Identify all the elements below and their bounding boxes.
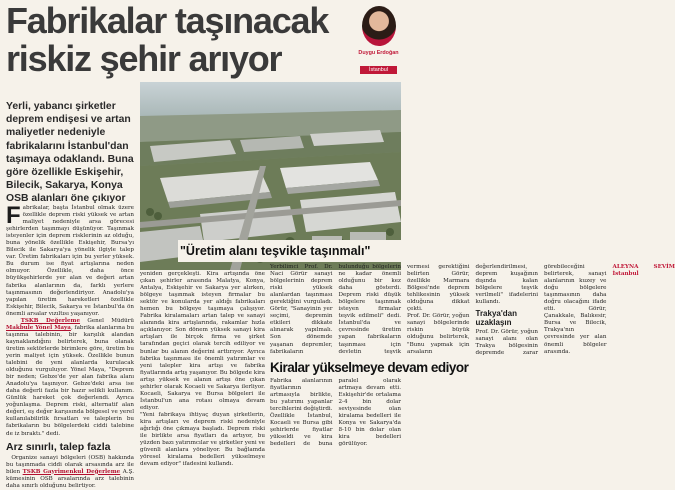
col1-text-3a: Organize sanayi bölgeleri (OSB) hakkında bu taşınmada ciddi olarak arsasında arz ile bilen xyxy=(6,455,134,475)
col1-paragraph-1 xyxy=(6,205,134,318)
subheading-supply: Arz sınırlı, talep fazla xyxy=(6,441,134,453)
col3-paragraph-1: Yerbilimci Prof. Dr. Naci Görür sanayi bölgelerinin deprem riski yüksek alanlardan taşınması gerektiğini vurguladı. Görür, "Sanayinin yer seçimi, depremin etkileri dikkate alınarak yapılmalı. Son dönemde yaşanan depremler, fabrikaların bulunduğu bölgelerin ne kadar önemli olduğunu bir kez daha gösterdi. Deprem riski düşük bölgelere taşınmak isteyen firmalar teşvik edilmeli" dedi. İstanbul'da ve çevresinde üretim yapan fabrikaların taşınması için devletin teşvik vermesi gerektiğini belirten Görür, özellikle Marmara Bölgesi'nde deprem tehlikesinin yüksek olduğuna dikkat çekti. xyxy=(270,264,470,358)
col3-paragraph-2: Prof. Dr. Görür, yoğun sanayi bölgelerinde riskin büyük olduğunu belirterek, "Bunu yapmak için arsaların değerlendirilmesi, deprem kuşağının dışında kalan bölgelere teşvik verilmeli" ifadelerini kullandı. xyxy=(407,264,538,358)
headline xyxy=(6,2,336,78)
lead-paragraph: Yerli, yabancı şirketler deprem endişesi ve artan maliyetler nedeniyle fabrikalarını İstanbul'dan taşımaya odaklandı. Buna göre özellikle Eskişehir, Bilecik, Sakarya, Konya OSB alanları öne çıkıyor xyxy=(6,100,136,206)
col1-text-1: abrikalar, başta İstanbul olmak üzere özellikle deprem riski yüksek ve artan maliyet nedeniyle arsa görecesi şehirlerden taşınmayı düşünüyor. Taşınmak isteyenler için deprem risklerinin az olduğu, buna yönelik özellikle Eskişehir, Bursa'yı Bilecik ile Sakarya'ya yönelik ilgiyle talep var. Üretim fabrikaları için bu yerler yüksek. Bu durum ise fiyat artışlarına neden olmuyor. Özellikle, daha önce büyükşehirlerde yer alan ve değeri artan fabrika alanlarının da, farklı yerlere taşınmasının değerlendiriyor. Anadolu'ya yapılan üretim hareketleri özellikle Eskişehir, Bilecik, Sakarya ve İstanbul'da ön önemli arsalar vızıltısı yaşanıyor. xyxy=(6,205,134,317)
col1-text-3c: A.Ş. kümesinin OSB arsalarında arz talebinin daha sınırlı olduğunu belirtiyor. xyxy=(6,469,134,489)
col5-paragraph-1: Fabrika alanlarının fiyatlarının artmasıyla birlikte, bu yatırımı yapanlar tercihlerini değiştirdi. Özellikle İstanbul, Kocaeli ve Bursa gibi şehirlerde fiyatlar yükseldi ve kira bedelleri de buna paralel olarak artmaya devam etti. Eskişehir'de ortalama 2-4 bin dolar seviyesinde olan kiralama bedelleri ile Konya ve Sakarya'da 8-10 bin dolar olan kira bedelleri görülüyor. xyxy=(270,378,401,448)
headline-line-1: Fabrikalar taşınacak xyxy=(6,2,336,40)
article-column-5 xyxy=(270,378,401,471)
subheading-trakya: Trakya'dan uzaklaşın xyxy=(476,309,539,327)
reporter-name: Duygu Erdoğan xyxy=(356,50,401,56)
article-column-1 xyxy=(6,205,134,490)
company-link-tskb[interactable]: TSKB Değerleme xyxy=(21,318,80,324)
person-link-maya[interactable]: Makbule Yönel Maya xyxy=(6,325,71,331)
signature: ALEYNA SEVİM İstanbul xyxy=(613,264,675,278)
reporter-city: İstanbul xyxy=(360,66,397,74)
reporter-avatar xyxy=(362,6,396,46)
article-column-3 xyxy=(270,264,401,358)
headline-line-2: riskiz şehir arıyor xyxy=(6,40,336,78)
article-column-2 xyxy=(140,271,265,468)
pull-quote: "Üretim alanı teşvikle taşınmalı" xyxy=(180,244,401,259)
col1-paragraph-3 xyxy=(6,455,134,490)
drop-cap: F xyxy=(6,206,21,226)
col2-paragraph-2: "Yeni fabrikaya ihtiyaç duyan şirketlerin, kira artışları ve deprem riski nedeniyle ağırlığı öne çıkmaya başladı. Deprem riski ile birlikte arsa fiyatları da artıyor, bu yüzden bazı yatırımcılar ve şirketler yeni ve güvenli alanlara yöneliyor. Bu bağlamda yöresel kiralama bedelleri yükselmeye devam ediyor" ifadesini kullandı. xyxy=(140,412,265,468)
col2-paragraph-1: yeniden gerçekleşti. Kira artışında öne çıkan şehirler arasında Malatya, Konya, Antalya, Eskişehir ve Sakarya yer alırken, bölgeye taşınmak isteyen firmalar bu sektör ve konularda yer aldığı fabrikaları hemen bu bölgeye taşımaya çalışıyor. Fabrika kiralamaları artan talep ve sanayi alanında kira artışlarında, rakamlar hızla açıklanıyor. Son dönem yüksek sanayi kira artışları ile birçok firma ve şirket tarafından geçici olarak tercih ediliyor ve bunlar bu alanın değerini arttırıyor. Ayrıca fabrika taşınması ile önemli yatırımlar ve yeni talepler kira artışı ve fabrika fiyatlarında artış yaşanıyor. Bu bölgede kira artışı yüksek ve alanın artışı öne çıkan şehirler olarak Kocaeli ve Sakarya ilerliyor. Kocaeli, Sakarya ve Bursa bölgeleri ile İstanbul'un ana rotası olmaya devam ediyor. xyxy=(140,271,265,412)
second-headline: Kiralar yükselmeye devam ediyor xyxy=(270,360,401,375)
col1-paragraph-2 xyxy=(6,318,134,438)
col1-text-2b: Genel Müdürü xyxy=(80,318,134,324)
col1-text-2d: , fabrika alanlarına bu taşınma talebinin, bir karşılık alandan kaynaklandığını belirterek, buna olanak üretim sektörlerde birimlere göre, üretim bu yerin maliyet için yüksek. Özellikle bunun talebini de yeni alanlarda kurulacak olduğunu vurguluyor. Yönel Maya, "Deprem bir neden; Gebze'de yer alan fabrika alanı Anadolu'ya taşınıyor. Gebze'deki arsa ise daha değerli fazla bir hazır selikli kullanım. Günlük hareket çok değerlendi. Ayrıca yoğunlaşma. Deprem riski, alternatif alan değeri, eş değer karşısında bölgesel ve yerel kullanılabilirlik fırsatları ve taleplerin bu fabrikaların bu bölgelerdeki ciddi talebine de iz bıraktı." dedi. xyxy=(6,325,134,437)
col4-paragraph-1: Prof. Dr. Görür, yoğun sanayi alanı olan Trakya bölgesinin depremde zarar görebileceğini belirterek, sanayi alanlarının kuzey ve doğu bölgelere taşınmasının daha doğru olacağını ifade etti. Görür, Çanakkale, Balıkesir, Bursa ve Bilecik, Trakya'nın çevresinde yer alan önemli bölgeler arasında. xyxy=(476,264,607,358)
company-link-tskb-2[interactable]: TSKB Gayrimenkul Değerleme xyxy=(23,469,121,475)
